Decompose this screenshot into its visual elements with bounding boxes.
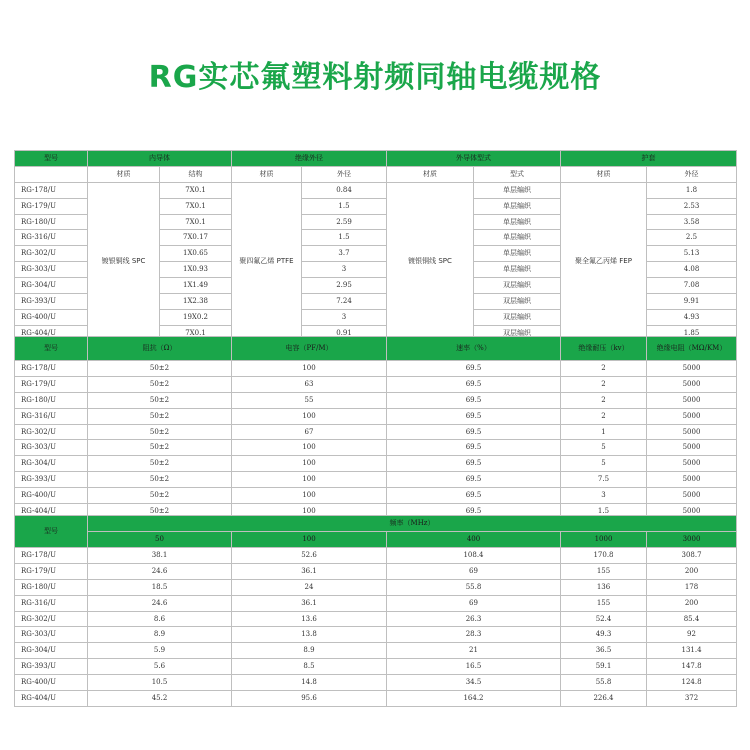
- table-row: [15, 563, 737, 579]
- attenuation-cell: 69: [387, 595, 561, 611]
- model-cell: RG-400/U: [15, 675, 88, 691]
- subheader-jacket-material: 材质: [561, 166, 647, 182]
- subheader-outer-material: 材质: [387, 166, 474, 182]
- header-insulation-resistance: 绝缘电阻（MΩ/KM）: [647, 337, 737, 361]
- attenuation-cell: 14.8: [232, 675, 387, 691]
- attenuation-cell: 178: [647, 579, 737, 595]
- jacket-od-cell: 5.13: [647, 246, 737, 262]
- attenuation-cell: 28.3: [387, 627, 561, 643]
- velocity-cell: 69.5: [387, 488, 561, 504]
- attenuation-cell: 21: [387, 643, 561, 659]
- velocity-cell: 69.5: [387, 440, 561, 456]
- subheader-jacket-od: 外径: [647, 166, 737, 182]
- model-cell: RG-400/U: [15, 488, 88, 504]
- velocity-cell: 69.5: [387, 361, 561, 377]
- model-cell: RG-316/U: [15, 230, 88, 246]
- attenuation-table: [14, 515, 737, 707]
- table-row: [15, 627, 737, 643]
- model-cell: RG-303/U: [15, 440, 88, 456]
- insulation-resistance-cell: 5000: [647, 504, 737, 520]
- attenuation-cell: 200: [647, 563, 737, 579]
- model-cell: RG-404/U: [15, 691, 88, 707]
- withstand-voltage-cell: 2: [561, 376, 647, 392]
- impedance-cell: 50±2: [88, 376, 232, 392]
- attenuation-cell: 85.4: [647, 611, 737, 627]
- velocity-cell: 69.5: [387, 392, 561, 408]
- table-row: [15, 456, 737, 472]
- subheader-inner-material: 材质: [88, 166, 160, 182]
- outer-type-cell: 单层编织: [474, 214, 561, 230]
- jacket-od-cell: 4.08: [647, 262, 737, 278]
- inner-structure-cell: 7X0.1: [160, 214, 232, 230]
- attenuation-cell: 8.5: [232, 659, 387, 675]
- insulation-resistance-cell: 5000: [647, 424, 737, 440]
- attenuation-cell: 52.4: [561, 611, 647, 627]
- attenuation-cell: 55.8: [387, 579, 561, 595]
- model-cell: RG-180/U: [15, 392, 88, 408]
- subheader-insul-material: 材质: [232, 166, 302, 182]
- insulation-resistance-cell: 5000: [647, 456, 737, 472]
- attenuation-cell: 124.8: [647, 675, 737, 691]
- capacitance-cell: 100: [232, 361, 387, 377]
- insulation-od-cell: 7.24: [302, 294, 387, 310]
- model-cell: RG-304/U: [15, 278, 88, 294]
- model-cell: RG-302/U: [15, 424, 88, 440]
- jacket-od-cell: 2.53: [647, 198, 737, 214]
- model-cell: RG-179/U: [15, 198, 88, 214]
- table-row: [15, 643, 737, 659]
- model-cell: RG-180/U: [15, 214, 88, 230]
- attenuation-cell: 155: [561, 595, 647, 611]
- outer-material-cell: 镀银铜线 SPC: [387, 182, 474, 341]
- impedance-cell: 50±2: [88, 488, 232, 504]
- table-row: [15, 579, 737, 595]
- table-row: [15, 440, 737, 456]
- jacket-material-cell: 聚全氟乙丙烯 FEP: [561, 182, 647, 341]
- jacket-od-cell: 3.58: [647, 214, 737, 230]
- attenuation-cell: 36.5: [561, 643, 647, 659]
- capacitance-cell: 63: [232, 376, 387, 392]
- model-cell: RG-302/U: [15, 611, 88, 627]
- model-cell: RG-302/U: [15, 246, 88, 262]
- attenuation-cell: 69: [387, 563, 561, 579]
- header-withstand-voltage: 绝缘耐压（kv）: [561, 337, 647, 361]
- model-cell: RG-179/U: [15, 376, 88, 392]
- attenuation-cell: 24.6: [88, 563, 232, 579]
- model-cell: RG-404/U: [15, 325, 88, 341]
- table-row: [15, 659, 737, 675]
- outer-type-cell: 双层编织: [474, 294, 561, 310]
- table-row: [15, 611, 737, 627]
- table-row: [15, 548, 737, 564]
- model-cell: RG-316/U: [15, 408, 88, 424]
- inner-structure-cell: 7X0.1: [160, 325, 232, 341]
- insulation-od-cell: 2.95: [302, 278, 387, 294]
- jacket-od-cell: 2.5: [647, 230, 737, 246]
- header-impedance: 阻抗（Ω）: [88, 337, 232, 361]
- velocity-cell: 69.5: [387, 424, 561, 440]
- capacitance-cell: 100: [232, 440, 387, 456]
- velocity-cell: 69.5: [387, 472, 561, 488]
- page-title: RG实芯氟塑料射频同轴电缆规格: [148, 60, 602, 95]
- inner-material-cell: 镀银铜线 SPC: [88, 182, 160, 341]
- capacitance-cell: 100: [232, 488, 387, 504]
- model-cell: RG-303/U: [15, 627, 88, 643]
- header-model: 型号: [15, 516, 88, 548]
- header-outer-conductor-type: 外导体型式: [387, 151, 561, 167]
- structure-table: [14, 150, 737, 342]
- withstand-voltage-cell: 1.5: [561, 504, 647, 520]
- header-frequency-value: 50: [88, 532, 232, 548]
- attenuation-cell: 8.9: [88, 627, 232, 643]
- inner-structure-cell: 7X0.17: [160, 230, 232, 246]
- inner-structure-cell: 1X1.49: [160, 278, 232, 294]
- insulation-od-cell: 2.59: [302, 214, 387, 230]
- attenuation-cell: 8.6: [88, 611, 232, 627]
- subheader-outer-type: 型式: [474, 166, 561, 182]
- electrical-table: [14, 336, 737, 520]
- attenuation-cell: 16.5: [387, 659, 561, 675]
- table-row: [15, 675, 737, 691]
- attenuation-cell: 18.5: [88, 579, 232, 595]
- attenuation-cell: 59.1: [561, 659, 647, 675]
- insulation-resistance-cell: 5000: [647, 408, 737, 424]
- attenuation-cell: 170.8: [561, 548, 647, 564]
- table-row: [15, 472, 737, 488]
- attenuation-cell: 131.4: [647, 643, 737, 659]
- insulation-od-cell: 1.5: [302, 230, 387, 246]
- attenuation-cell: 147.8: [647, 659, 737, 675]
- attenuation-cell: 108.4: [387, 548, 561, 564]
- attenuation-cell: 5.9: [88, 643, 232, 659]
- outer-type-cell: 单层编织: [474, 182, 561, 198]
- model-cell: RG-393/U: [15, 472, 88, 488]
- table-row: [15, 392, 737, 408]
- inner-structure-cell: 1X0.65: [160, 246, 232, 262]
- header-capacitance: 电容（PF/M）: [232, 337, 387, 361]
- attenuation-cell: 52.6: [232, 548, 387, 564]
- jacket-od-cell: 4.93: [647, 309, 737, 325]
- header-inner-conductor: 内导体: [88, 151, 232, 167]
- attenuation-cell: 49.3: [561, 627, 647, 643]
- impedance-cell: 50±2: [88, 361, 232, 377]
- insulation-resistance-cell: 5000: [647, 392, 737, 408]
- withstand-voltage-cell: 2: [561, 408, 647, 424]
- outer-type-cell: 双层编织: [474, 278, 561, 294]
- attenuation-cell: 36.1: [232, 563, 387, 579]
- attenuation-cell: 155: [561, 563, 647, 579]
- header-model: 型号: [15, 151, 88, 167]
- header-model: 型号: [15, 337, 88, 361]
- attenuation-cell: 308.7: [647, 548, 737, 564]
- attenuation-cell: 200: [647, 595, 737, 611]
- header-insulation-od: 绝缘外径: [232, 151, 387, 167]
- impedance-cell: 50±2: [88, 472, 232, 488]
- model-cell: RG-178/U: [15, 548, 88, 564]
- table-row: [15, 361, 737, 377]
- subheader-insul-od: 外径: [302, 166, 387, 182]
- impedance-cell: 50±2: [88, 392, 232, 408]
- jacket-od-cell: 7.08: [647, 278, 737, 294]
- velocity-cell: 69.5: [387, 376, 561, 392]
- impedance-cell: 50±2: [88, 440, 232, 456]
- attenuation-cell: 10.5: [88, 675, 232, 691]
- model-cell: RG-393/U: [15, 294, 88, 310]
- model-cell: RG-393/U: [15, 659, 88, 675]
- withstand-voltage-cell: 5: [561, 440, 647, 456]
- jacket-od-cell: 1.85: [647, 325, 737, 341]
- model-cell: RG-180/U: [15, 579, 88, 595]
- velocity-cell: 69.5: [387, 408, 561, 424]
- capacitance-cell: 55: [232, 392, 387, 408]
- header-frequency-value: 1000: [561, 532, 647, 548]
- subheader-blank: [15, 166, 88, 182]
- withstand-voltage-cell: 1: [561, 424, 647, 440]
- inner-structure-cell: 1X0.93: [160, 262, 232, 278]
- outer-type-cell: 单层编织: [474, 230, 561, 246]
- withstand-voltage-cell: 2: [561, 392, 647, 408]
- withstand-voltage-cell: 5: [561, 456, 647, 472]
- header-frequency-value: 400: [387, 532, 561, 548]
- jacket-od-cell: 9.91: [647, 294, 737, 310]
- attenuation-cell: 24: [232, 579, 387, 595]
- insulation-resistance-cell: 5000: [647, 472, 737, 488]
- outer-type-cell: 双层编织: [474, 309, 561, 325]
- subheader-inner-structure: 结构: [160, 166, 232, 182]
- insulation-resistance-cell: 5000: [647, 488, 737, 504]
- jacket-od-cell: 1.8: [647, 182, 737, 198]
- velocity-cell: 69.5: [387, 456, 561, 472]
- impedance-cell: 50±2: [88, 424, 232, 440]
- attenuation-cell: 13.6: [232, 611, 387, 627]
- inner-structure-cell: 7X0.1: [160, 182, 232, 198]
- capacitance-cell: 67: [232, 424, 387, 440]
- model-cell: RG-178/U: [15, 361, 88, 377]
- header-frequency-value: 3000: [647, 532, 737, 548]
- insulation-resistance-cell: 5000: [647, 440, 737, 456]
- attenuation-cell: 5.6: [88, 659, 232, 675]
- capacitance-cell: 100: [232, 456, 387, 472]
- withstand-voltage-cell: 3: [561, 488, 647, 504]
- attenuation-cell: 34.5: [387, 675, 561, 691]
- attenuation-cell: 26.3: [387, 611, 561, 627]
- outer-type-cell: 单层编织: [474, 262, 561, 278]
- impedance-cell: 50±2: [88, 456, 232, 472]
- insulation-od-cell: 0.84: [302, 182, 387, 198]
- attenuation-cell: 45.2: [88, 691, 232, 707]
- header-jacket: 护套: [561, 151, 737, 167]
- inner-structure-cell: 19X0.2: [160, 309, 232, 325]
- attenuation-cell: 55.8: [561, 675, 647, 691]
- model-cell: RG-400/U: [15, 309, 88, 325]
- outer-type-cell: 双层编织: [474, 325, 561, 341]
- withstand-voltage-cell: 7.5: [561, 472, 647, 488]
- insulation-od-cell: 1.5: [302, 198, 387, 214]
- velocity-cell: 69.5: [387, 504, 561, 520]
- attenuation-cell: 136: [561, 579, 647, 595]
- model-cell: RG-316/U: [15, 595, 88, 611]
- table-row: [15, 488, 737, 504]
- insulation-od-cell: 3: [302, 309, 387, 325]
- insulation-od-cell: 3: [302, 262, 387, 278]
- insulation-resistance-cell: 5000: [647, 376, 737, 392]
- capacitance-cell: 100: [232, 408, 387, 424]
- header-frequency: 频率（MHz）: [88, 516, 737, 532]
- model-cell: RG-179/U: [15, 563, 88, 579]
- table-row: [15, 424, 737, 440]
- insulation-material-cell: 聚四氟乙烯 PTFE: [232, 182, 302, 341]
- capacitance-cell: 100: [232, 504, 387, 520]
- inner-structure-cell: 1X2.38: [160, 294, 232, 310]
- header-frequency-value: 100: [232, 532, 387, 548]
- model-cell: RG-178/U: [15, 182, 88, 198]
- attenuation-cell: 36.1: [232, 595, 387, 611]
- table-row: [15, 595, 737, 611]
- outer-type-cell: 单层编织: [474, 198, 561, 214]
- attenuation-cell: 164.2: [387, 691, 561, 707]
- attenuation-cell: 13.8: [232, 627, 387, 643]
- model-cell: RG-303/U: [15, 262, 88, 278]
- header-velocity: 速率（%）: [387, 337, 561, 361]
- insulation-od-cell: 3.7: [302, 246, 387, 262]
- model-cell: RG-304/U: [15, 643, 88, 659]
- model-cell: RG-404/U: [15, 504, 88, 520]
- insulation-resistance-cell: 5000: [647, 361, 737, 377]
- attenuation-cell: 92: [647, 627, 737, 643]
- capacitance-cell: 100: [232, 472, 387, 488]
- withstand-voltage-cell: 2: [561, 361, 647, 377]
- table-row: [15, 408, 737, 424]
- table-row: [15, 691, 737, 707]
- attenuation-cell: 38.1: [88, 548, 232, 564]
- attenuation-cell: 24.6: [88, 595, 232, 611]
- impedance-cell: 50±2: [88, 504, 232, 520]
- impedance-cell: 50±2: [88, 408, 232, 424]
- inner-structure-cell: 7X0.1: [160, 198, 232, 214]
- outer-type-cell: 单层编织: [474, 246, 561, 262]
- attenuation-cell: 95.6: [232, 691, 387, 707]
- attenuation-cell: 226.4: [561, 691, 647, 707]
- model-cell: RG-304/U: [15, 456, 88, 472]
- attenuation-cell: 372: [647, 691, 737, 707]
- table-row: [15, 376, 737, 392]
- insulation-od-cell: 0.91: [302, 325, 387, 341]
- table-row: [15, 182, 737, 198]
- attenuation-cell: 8.9: [232, 643, 387, 659]
